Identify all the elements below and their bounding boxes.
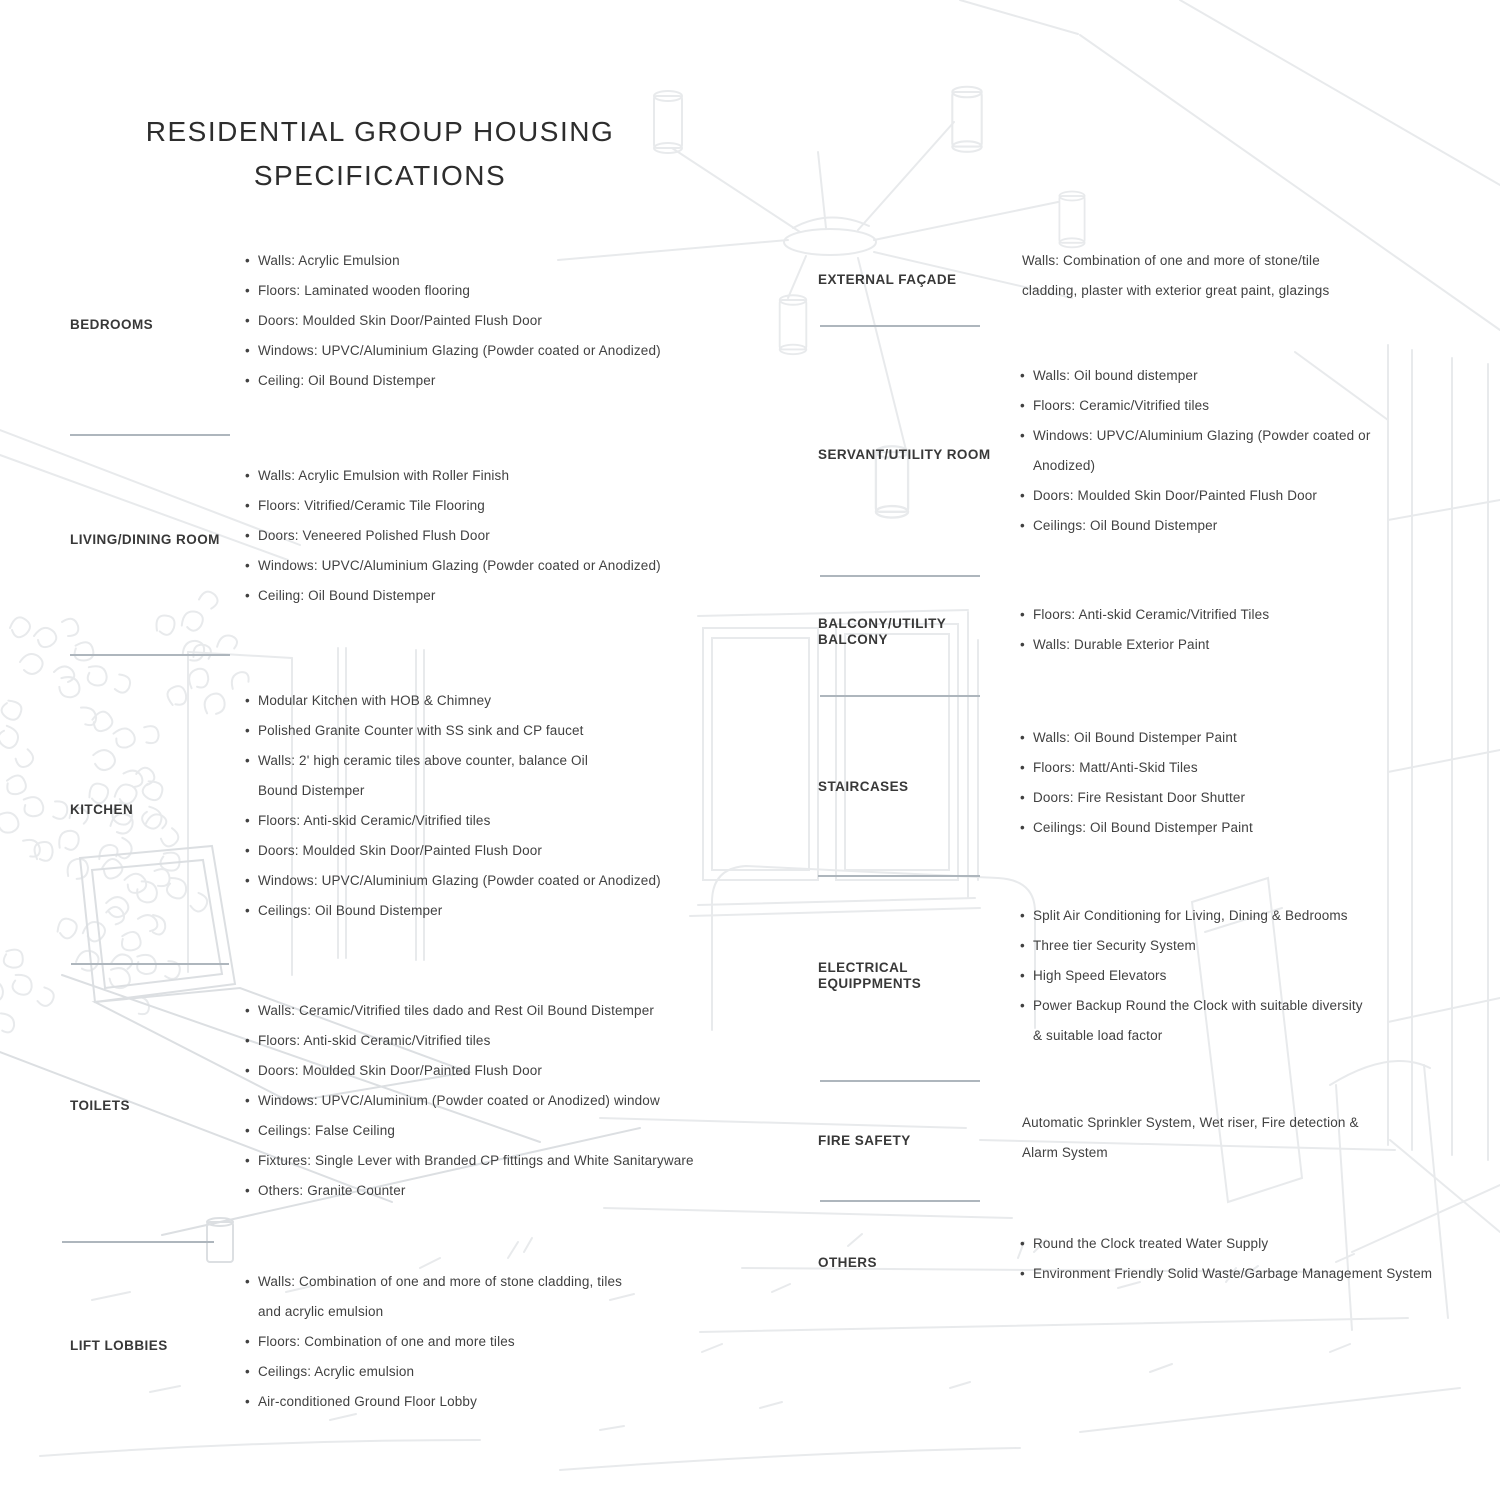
bullet-icon: •: [245, 1153, 250, 1168]
section-divider: [818, 875, 980, 877]
spec-item-text: Ceilings: Oil Bound Distemper: [258, 903, 443, 918]
spec-item-text: Ceilings: Acrylic emulsion: [258, 1364, 415, 1379]
spec-item-text: Walls: Acrylic Emulsion: [258, 253, 400, 268]
bullet-icon: •: [245, 1334, 250, 1349]
spec-item-text: Polished Granite Counter with SS sink and CP faucet: [258, 723, 584, 738]
section-divider: [820, 575, 980, 577]
section-divider: [820, 695, 980, 697]
spec-item-text: Doors: Fire Resistant Door Shutter: [1033, 790, 1246, 805]
spec-item: [1020, 991, 1363, 1051]
spec-item-text: Walls: Combination of one and more of stone cladding, tiles and acrylic emulsion: [258, 1274, 623, 1319]
bullet-icon: •: [1020, 488, 1025, 503]
bullet-icon: •: [1020, 760, 1025, 775]
bullet-icon: •: [245, 373, 250, 388]
spec-item-text: Ceiling: Oil Bound Distemper: [258, 373, 436, 388]
spec-item-text: Windows: UPVC/Aluminium Glazing (Powder coated or Anodized): [258, 343, 661, 358]
spec-item-text: Windows: UPVC/Aluminium Glazing (Powder coated or Anodized): [258, 558, 661, 573]
bullet-icon: •: [245, 1364, 250, 1379]
bullet-icon: •: [245, 1123, 250, 1138]
bullet-icon: •: [245, 468, 250, 483]
spec-item-text: Others: Granite Counter: [258, 1183, 406, 1198]
spec-item: [1020, 813, 1253, 843]
section-divider: [820, 1200, 980, 1202]
spec-item-text: Floors: Ceramic/Vitrified tiles: [1033, 398, 1210, 413]
spec-item-text: Walls: Oil Bound Distemper Paint: [1033, 730, 1237, 745]
bullet-icon: •: [245, 1274, 250, 1289]
section-content: [1022, 246, 1329, 306]
spec-item-text: Doors: Moulded Skin Door/Painted Flush Door: [1033, 488, 1318, 503]
spec-item-text: Ceilings: Oil Bound Distemper: [1033, 518, 1218, 533]
spec-item: [1020, 931, 1363, 961]
section-content: [1020, 723, 1253, 843]
bullet-icon: •: [245, 1063, 250, 1078]
bullet-icon: •: [245, 1394, 250, 1409]
bullet-icon: •: [1020, 637, 1025, 652]
section-label: STAIRCASES: [818, 779, 909, 794]
spec-item-text: Floors: Combination of one and more tiles: [258, 1334, 515, 1349]
bullet-icon: •: [245, 693, 250, 708]
bullet-icon: •: [245, 558, 250, 573]
bullet-icon: •: [1020, 730, 1025, 745]
bullet-icon: •: [1020, 607, 1025, 622]
bullet-icon: •: [245, 903, 250, 918]
bullet-icon: •: [1020, 1236, 1025, 1251]
bullet-icon: •: [1020, 368, 1025, 383]
spec-item: [1022, 1108, 1359, 1168]
bullet-icon: •: [245, 1183, 250, 1198]
spec-item-text: Windows: UPVC/Aluminium Glazing (Powder coated or Anodized): [258, 873, 661, 888]
section-content: [1020, 361, 1370, 541]
bullet-icon: •: [1020, 428, 1025, 443]
spec-item-text: Ceiling: Oil Bound Distemper: [258, 588, 436, 603]
bullet-icon: •: [1020, 938, 1025, 953]
bullet-icon: •: [245, 283, 250, 298]
spec-item-text: Doors: Moulded Skin Door/Painted Flush Door: [258, 1063, 543, 1078]
spec-item-text: Floors: Anti-skid Ceramic/Vitrified Tiles: [1033, 607, 1270, 622]
spec-item: [1020, 630, 1269, 660]
spec-item: [1020, 1229, 1432, 1259]
spec-item: [1020, 391, 1370, 421]
section-divider: [820, 325, 980, 327]
spec-item: [1020, 511, 1370, 541]
bullet-icon: •: [245, 498, 250, 513]
bullet-icon: •: [1020, 820, 1025, 835]
spec-item-text: Walls: Acrylic Emulsion with Roller Finish: [258, 468, 510, 483]
spec-item: [1020, 753, 1253, 783]
spec-item-text: Doors: Moulded Skin Door/Painted Flush Door: [258, 313, 543, 328]
spec-item-text: Power Backup Round the Clock with suitable diversity & suitable load factor: [1033, 998, 1363, 1043]
bullet-icon: •: [1020, 518, 1025, 533]
bullet-icon: •: [1020, 1266, 1025, 1281]
bullet-icon: •: [245, 313, 250, 328]
bullet-icon: •: [245, 253, 250, 268]
bullet-icon: •: [245, 873, 250, 888]
spec-item: [1020, 901, 1363, 931]
section-label: LIVING/DINING ROOM: [70, 532, 220, 547]
spec-item-text: Floors: Anti-skid Ceramic/Vitrified tiles: [258, 1033, 491, 1048]
bullet-icon: •: [245, 588, 250, 603]
page-title-line1: RESIDENTIAL GROUP HOUSING: [145, 116, 615, 147]
spec-item-text: Environment Friendly Solid Waste/Garbage Management System: [1033, 1266, 1433, 1281]
section-content: [1020, 600, 1269, 660]
section-label: OTHERS: [818, 1255, 877, 1270]
section-content: [1020, 901, 1363, 1051]
spec-item-text: Doors: Moulded Skin Door/Painted Flush Door: [258, 843, 543, 858]
bullet-icon: •: [1020, 398, 1025, 413]
section-label: SERVANT/UTILITY ROOM: [818, 447, 991, 462]
spec-item: [1020, 961, 1363, 991]
section-label: KITCHEN: [70, 802, 134, 817]
spec-item-text: Floors: Matt/Anti-Skid Tiles: [1033, 760, 1198, 775]
spec-item-text: Modular Kitchen with HOB & Chimney: [258, 693, 492, 708]
spec-item-text: Ceilings: Oil Bound Distemper Paint: [1033, 820, 1253, 835]
spec-item-text: Walls: 2' high ceramic tiles above counter, balance Oil Bound Distemper: [258, 753, 588, 798]
spec-item-text: Split Air Conditioning for Living, Dining & Bedrooms: [1033, 908, 1348, 923]
bullet-icon: •: [245, 723, 250, 738]
section-label: LIFT LOBBIES: [70, 1338, 168, 1353]
spec-item: [1020, 783, 1253, 813]
spec-item-text: Windows: UPVC/Aluminium Glazing (Powder coated or Anodized): [1033, 428, 1371, 473]
bullet-icon: •: [245, 1033, 250, 1048]
section-content: [1022, 1108, 1359, 1168]
spec-item-text: Fixtures: Single Lever with Branded CP fittings and White Sanitaryware: [258, 1153, 694, 1168]
spec-item-text: High Speed Elevators: [1033, 968, 1167, 983]
spec-item-text: Windows: UPVC/Aluminium (Powder coated or Anodized) window: [258, 1093, 660, 1108]
spec-item-text: Walls: Durable Exterior Paint: [1033, 637, 1210, 652]
spec-item: [1020, 481, 1370, 511]
bullet-icon: •: [245, 1003, 250, 1018]
section-label: BALCONY/UTILITY BALCONY: [818, 616, 947, 647]
bullet-icon: •: [245, 343, 250, 358]
spec-item-text: Round the Clock treated Water Supply: [1033, 1236, 1269, 1251]
bullet-icon: •: [245, 1093, 250, 1108]
spec-item: [1020, 421, 1370, 481]
spec-item-text: Floors: Vitrified/Ceramic Tile Flooring: [258, 498, 485, 513]
bullet-icon: •: [245, 528, 250, 543]
spec-item: [1020, 723, 1253, 753]
section-label: FIRE SAFETY: [818, 1133, 911, 1148]
section-label: ELECTRICAL EQUIPPMENTS: [818, 960, 922, 991]
page-title-line2: SPECIFICATIONS: [253, 160, 507, 191]
section-label: EXTERNAL FAÇADE: [818, 272, 957, 287]
bullet-icon: •: [1020, 968, 1025, 983]
spec-item-text: Three tier Security System: [1033, 938, 1196, 953]
section-content: [1020, 1229, 1432, 1289]
spec-item-text: Floors: Anti-skid Ceramic/Vitrified tiles: [258, 813, 491, 828]
spec-item-text: Ceilings: False Ceiling: [258, 1123, 396, 1138]
bullet-icon: •: [245, 753, 250, 768]
spec-item-text: Doors: Veneered Polished Flush Door: [258, 528, 490, 543]
spec-item: [1020, 361, 1370, 391]
spec-item: [1020, 1259, 1432, 1289]
bullet-icon: •: [1020, 790, 1025, 805]
spec-item: [1020, 600, 1269, 630]
spec-item: [1022, 246, 1329, 306]
spec-item-text: Walls: Oil bound distemper: [1033, 368, 1198, 383]
spec-item-text: Walls: Combination of one and more of stone/tile cladding, plaster with exterior great paint, glazings: [1022, 253, 1330, 298]
bullet-icon: •: [245, 843, 250, 858]
section-divider: [820, 1080, 980, 1082]
spec-item-text: Air-conditioned Ground Floor Lobby: [258, 1394, 477, 1409]
section-label: TOILETS: [70, 1098, 130, 1113]
bullet-icon: •: [1020, 908, 1025, 923]
bullet-icon: •: [245, 813, 250, 828]
spec-item-text: Floors: Laminated wooden flooring: [258, 283, 471, 298]
spec-item-text: Automatic Sprinkler System, Wet riser, Fire detection & Alarm System: [1022, 1115, 1359, 1160]
spec-item-text: Walls: Ceramic/Vitrified tiles dado and Rest Oil Bound Distemper: [258, 1003, 655, 1018]
bullet-icon: •: [1020, 998, 1025, 1013]
section-label: BEDROOMS: [70, 317, 154, 332]
